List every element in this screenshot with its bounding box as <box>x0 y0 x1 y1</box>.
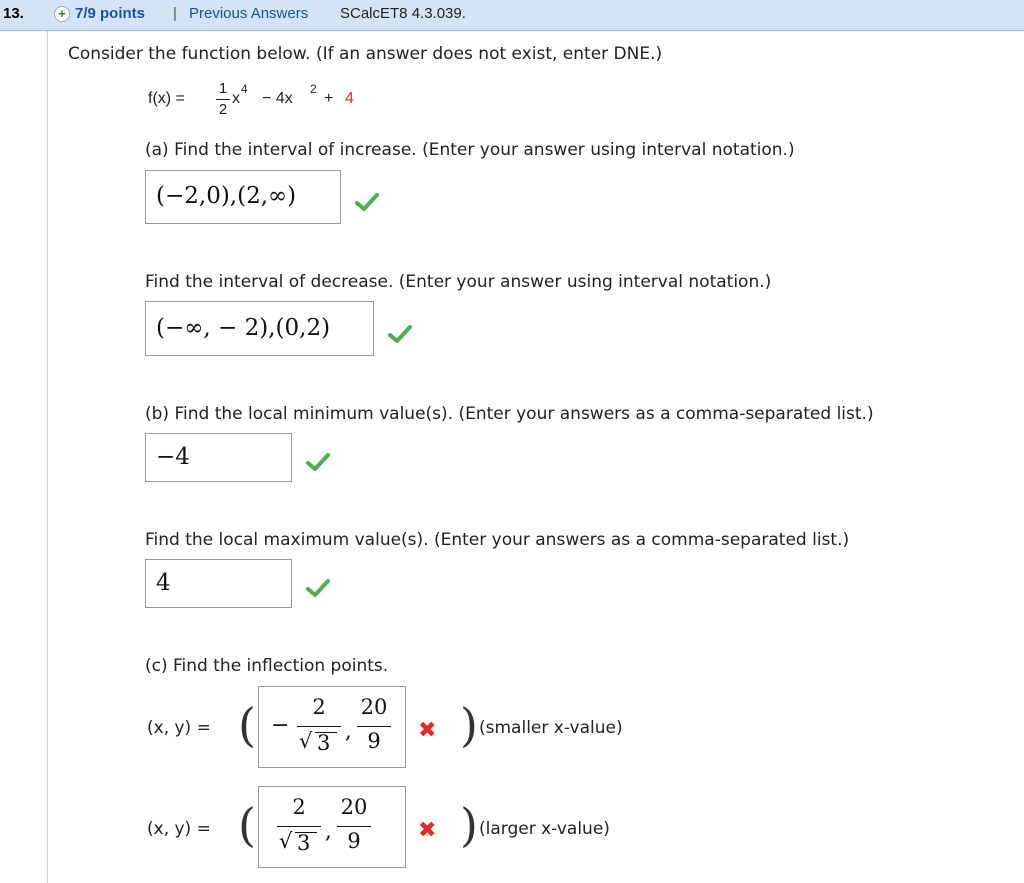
question-header <box>0 0 1024 31</box>
points-score: 7/9 points <box>75 5 146 22</box>
open-paren: ( <box>238 698 256 752</box>
point2-x-denominator: 3 <box>297 831 311 855</box>
plus-icon[interactable]: + <box>54 6 70 22</box>
close-paren: ) <box>460 698 478 752</box>
check-icon <box>388 324 412 344</box>
point2-y-fracbar <box>337 826 371 827</box>
separator: | <box>173 5 177 22</box>
increase-prompt: (a) Find the interval of increase. (Enter your answer using interval notation.) <box>145 140 795 160</box>
check-icon <box>306 452 330 472</box>
point1-sign: − <box>271 713 290 738</box>
incorrect-x-icon: ✖ <box>418 818 437 843</box>
close-paren: ) <box>460 798 478 852</box>
function-plus: + <box>324 90 334 107</box>
inflection-point-2-field[interactable] <box>258 786 406 868</box>
decrease-prompt: Find the interval of decrease. (Enter your answer using interval notation.) <box>145 272 772 292</box>
increase-answer-field[interactable]: (−2,0),(2,∞) <box>145 170 341 224</box>
sqrt-sign: √ <box>299 729 313 753</box>
decrease-answer-field[interactable]: (−∞, − 2),(0,2) <box>145 301 374 356</box>
sqrt-sign: √ <box>279 829 293 853</box>
left-margin-rule <box>47 31 48 883</box>
function-lhs: f(x) = <box>148 90 185 107</box>
inflection-point-1-field[interactable] <box>258 686 406 768</box>
point1-y-numerator: 20 <box>360 695 388 719</box>
function-exponent-4: 4 <box>241 82 248 96</box>
open-paren: ( <box>238 798 256 852</box>
point2-x-numerator: 2 <box>292 795 306 819</box>
local-min-prompt: (b) Find the local minimum value(s). (Enter your answers as a comma-separated list.) <box>145 404 874 424</box>
local-max-answer-field[interactable]: 4 <box>145 559 292 608</box>
function-exponent-2: 2 <box>310 82 317 96</box>
xy-label: (x, y) = <box>147 718 211 738</box>
point2-comma: , <box>325 819 332 843</box>
function-constant: 4 <box>345 90 354 107</box>
previous-answers-link[interactable]: Previous Answers <box>189 5 309 22</box>
function-frac-bar <box>216 99 230 100</box>
inflection-prompt: (c) Find the inflection points. <box>145 656 389 676</box>
point1-x-numerator: 2 <box>312 695 326 719</box>
function-frac-denominator: 2 <box>218 101 228 118</box>
point2-note: (larger x-value) <box>479 819 610 839</box>
function-term-4x: − 4x <box>262 90 293 107</box>
xy-label: (x, y) = <box>147 819 211 839</box>
local-max-prompt: Find the local maximum value(s). (Enter your answers as a comma-separated list.) <box>145 530 850 550</box>
point1-x-denominator: 3 <box>317 731 331 755</box>
point2-x-fracbar <box>277 826 321 827</box>
function-frac-numerator: 1 <box>218 80 228 97</box>
point2-y-denominator: 9 <box>347 829 361 853</box>
function-term-x: x <box>232 90 240 107</box>
point1-note: (smaller x-value) <box>479 718 623 738</box>
check-icon <box>355 192 379 212</box>
point2-y-numerator: 20 <box>340 795 368 819</box>
incorrect-x-icon: ✖ <box>418 718 437 743</box>
point1-y-denominator: 9 <box>367 729 381 753</box>
problem-prompt: Consider the function below. (If an answer does not exist, enter DNE.) <box>68 44 663 64</box>
check-icon <box>306 578 330 598</box>
point1-y-fracbar <box>357 726 391 727</box>
problem-code: SCalcET8 4.3.039. <box>340 5 466 22</box>
point1-comma: , <box>345 719 352 743</box>
point1-x-fracbar <box>297 726 341 727</box>
question-number: 13. <box>3 5 24 22</box>
local-min-answer-field[interactable]: −4 <box>145 433 292 482</box>
